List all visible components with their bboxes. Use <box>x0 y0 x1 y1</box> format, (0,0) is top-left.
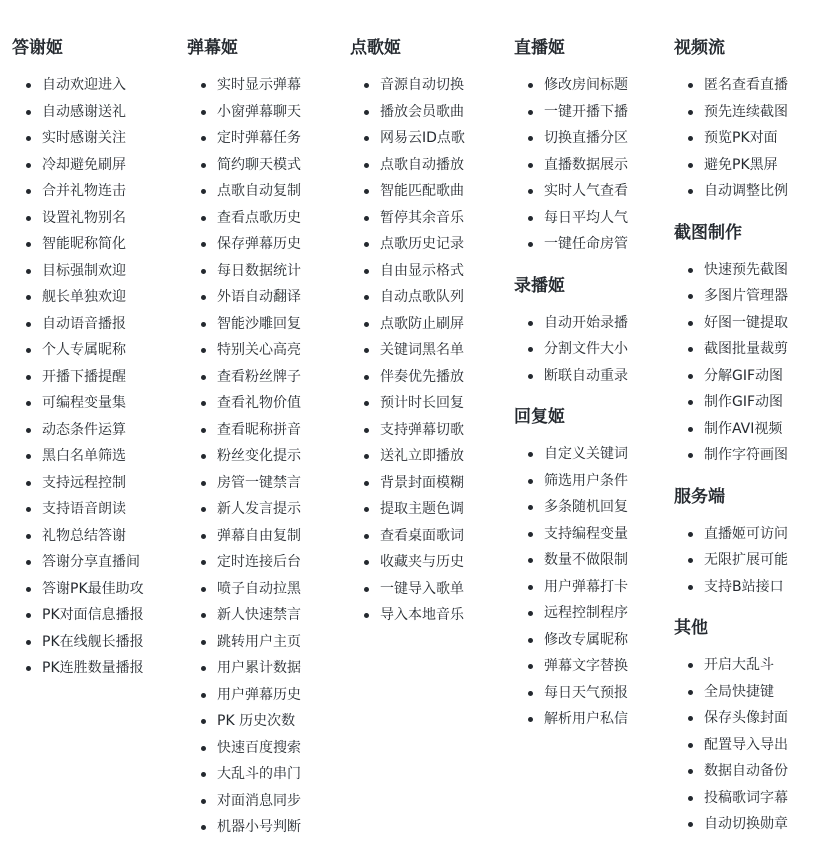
feature-list <box>674 72 826 205</box>
list-item: 导入本地音乐 <box>350 602 505 629</box>
list-item: 投稿歌词字幕 <box>674 785 826 812</box>
list-item: 设置礼物别名 <box>12 205 177 232</box>
list-item: 多条随机回复 <box>514 494 666 521</box>
list-item: 直播数据展示 <box>514 152 666 179</box>
feature-list <box>674 521 826 601</box>
list-item: 用户累计数据 <box>187 655 342 682</box>
list-item: 支持远程控制 <box>12 470 177 497</box>
section-title: 弹幕姬 <box>187 38 238 58</box>
section-screenshot <box>674 221 826 469</box>
list-item: 预览PK对面 <box>674 125 826 152</box>
list-item: PK对面信息播报 <box>12 602 177 629</box>
section-reply <box>514 405 666 733</box>
list-item: 跳转用户主页 <box>187 629 342 656</box>
list-item: 自动欢迎进入 <box>12 72 177 99</box>
list-item: 无限扩展可能 <box>674 547 826 574</box>
list-item: 断联自动重录 <box>514 363 666 390</box>
list-item: 自动调整比例 <box>674 178 826 205</box>
section-title: 视频流 <box>674 38 725 58</box>
list-item: 制作AVI视频 <box>674 416 826 443</box>
list-item: 筛选用户条件 <box>514 468 666 495</box>
list-item: 智能昵称简化 <box>12 231 177 258</box>
section-live <box>514 36 666 258</box>
column-4 <box>514 36 666 733</box>
list-item: 智能沙雕回复 <box>187 311 342 338</box>
section-title: 答谢姬 <box>12 38 63 58</box>
list-item: 可编程变量集 <box>12 390 177 417</box>
list-item: 提取主题色调 <box>350 496 505 523</box>
list-item: 一键导入歌单 <box>350 576 505 603</box>
list-item: 暂停其余音乐 <box>350 205 505 232</box>
list-item: 数据自动备份 <box>674 758 826 785</box>
list-item: 特别关心高亮 <box>187 337 342 364</box>
feature-list <box>514 72 666 258</box>
section-title: 点歌姬 <box>350 38 401 58</box>
section-recording <box>514 274 666 390</box>
list-item: 答谢PK最佳助攻 <box>12 576 177 603</box>
list-item: 弹幕文字替换 <box>514 653 666 680</box>
list-item: 外语自动翻译 <box>187 284 342 311</box>
list-item: 匿名查看直播 <box>674 72 826 99</box>
section-video-stream <box>674 36 826 205</box>
list-item: 查看礼物价值 <box>187 390 342 417</box>
list-item: 配置导入导出 <box>674 732 826 759</box>
section-title: 其他 <box>674 618 708 638</box>
section-title: 直播姬 <box>514 38 565 58</box>
list-item: 音源自动切换 <box>350 72 505 99</box>
list-item: 解析用户私信 <box>514 706 666 733</box>
list-item: 自定义关键词 <box>514 441 666 468</box>
list-item: 网易云ID点歌 <box>350 125 505 152</box>
list-item: 大乱斗的串门 <box>187 761 342 788</box>
feature-list <box>350 72 505 629</box>
feature-list <box>674 257 826 469</box>
section-song-request <box>350 36 505 629</box>
list-item: 查看点歌历史 <box>187 205 342 232</box>
list-item: 动态条件运算 <box>12 417 177 444</box>
list-item: 一键开播下播 <box>514 99 666 126</box>
section-other <box>674 616 826 838</box>
list-item: 保存头像封面 <box>674 705 826 732</box>
list-item: 修改专属昵称 <box>514 627 666 654</box>
list-item: 支持弹幕切歌 <box>350 417 505 444</box>
list-item: 修改房间标题 <box>514 72 666 99</box>
list-item: 快速百度搜索 <box>187 735 342 762</box>
list-item: 查看粉丝牌子 <box>187 364 342 391</box>
column-1 <box>12 36 177 682</box>
list-item: 背景封面模糊 <box>350 470 505 497</box>
list-item: 分解GIF动图 <box>674 363 826 390</box>
column-2 <box>187 36 342 841</box>
list-item: 点歌防止刷屏 <box>350 311 505 338</box>
list-item: 舰长单独欢迎 <box>12 284 177 311</box>
list-item: 一键任命房管 <box>514 231 666 258</box>
feature-list <box>514 441 666 733</box>
list-item: 制作字符画图 <box>674 442 826 469</box>
list-item: 粉丝变化提示 <box>187 443 342 470</box>
list-item: 新人发言提示 <box>187 496 342 523</box>
feature-list <box>514 310 666 390</box>
list-item: 保存弹幕历史 <box>187 231 342 258</box>
list-item: 答谢分享直播间 <box>12 549 177 576</box>
list-item: 每日天气预报 <box>514 680 666 707</box>
list-item: 自动切换勋章 <box>674 811 826 838</box>
list-item: 新人快速禁言 <box>187 602 342 629</box>
list-item: 自动语音播报 <box>12 311 177 338</box>
section-danmaku <box>187 36 342 841</box>
list-item: 开播下播提醒 <box>12 364 177 391</box>
list-item: 目标强制欢迎 <box>12 258 177 285</box>
list-item: 冷却避免刷屏 <box>12 152 177 179</box>
list-item: 点歌历史记录 <box>350 231 505 258</box>
list-item: 送礼立即播放 <box>350 443 505 470</box>
list-item: 个人专属昵称 <box>12 337 177 364</box>
list-item: 远程控制程序 <box>514 600 666 627</box>
list-item: PK在线舰长播报 <box>12 629 177 656</box>
list-item: PK 历史次数 <box>187 708 342 735</box>
list-item: PK连胜数量播报 <box>12 655 177 682</box>
list-item: 房管一键禁言 <box>187 470 342 497</box>
list-item: 小窗弹幕聊天 <box>187 99 342 126</box>
list-item: 避免PK黑屏 <box>674 152 826 179</box>
list-item: 制作GIF动图 <box>674 389 826 416</box>
list-item: 对面消息同步 <box>187 788 342 815</box>
list-item: 礼物总结答谢 <box>12 523 177 550</box>
list-item: 每日平均人气 <box>514 205 666 232</box>
feature-list <box>674 652 826 838</box>
feature-list <box>12 72 177 682</box>
section-title: 截图制作 <box>674 222 742 243</box>
section-thanks <box>12 36 177 682</box>
section-title: 服务端 <box>674 486 725 507</box>
list-item: 播放会员歌曲 <box>350 99 505 126</box>
list-item: 点歌自动播放 <box>350 152 505 179</box>
list-item: 智能匹配歌曲 <box>350 178 505 205</box>
list-item: 自动点歌队列 <box>350 284 505 311</box>
section-title: 录播姬 <box>514 275 565 296</box>
list-item: 黑白名单筛选 <box>12 443 177 470</box>
list-item: 好图一键提取 <box>674 310 826 337</box>
list-item: 查看昵称拼音 <box>187 417 342 444</box>
list-item: 自由显示格式 <box>350 258 505 285</box>
list-item: 用户弹幕打卡 <box>514 574 666 601</box>
list-item: 开启大乱斗 <box>674 652 826 679</box>
list-item: 定时弹幕任务 <box>187 125 342 152</box>
list-item: 定时连接后台 <box>187 549 342 576</box>
list-item: 点歌自动复制 <box>187 178 342 205</box>
list-item: 弹幕自由复制 <box>187 523 342 550</box>
list-item: 实时显示弹幕 <box>187 72 342 99</box>
list-item: 预计时长回复 <box>350 390 505 417</box>
list-item: 预先连续截图 <box>674 99 826 126</box>
list-item: 自动开始录播 <box>514 310 666 337</box>
section-title: 回复姬 <box>514 407 565 427</box>
list-item: 多图片管理器 <box>674 283 826 310</box>
column-5 <box>674 36 826 838</box>
list-item: 支持语音朗读 <box>12 496 177 523</box>
list-item: 快速预先截图 <box>674 257 826 284</box>
feature-list <box>187 72 342 841</box>
list-item: 机器小号判断 <box>187 814 342 841</box>
list-item: 实时感谢关注 <box>12 125 177 152</box>
list-item: 合并礼物连击 <box>12 178 177 205</box>
list-item: 支持编程变量 <box>514 521 666 548</box>
list-item: 支持B站接口 <box>674 574 826 601</box>
column-3 <box>350 36 505 629</box>
list-item: 关键词黑名单 <box>350 337 505 364</box>
list-item: 收藏夹与历史 <box>350 549 505 576</box>
list-item: 伴奏优先播放 <box>350 364 505 391</box>
list-item: 数量不做限制 <box>514 547 666 574</box>
section-server <box>674 485 826 601</box>
list-item: 用户弹幕历史 <box>187 682 342 709</box>
list-item: 截图批量裁剪 <box>674 336 826 363</box>
list-item: 切换直播分区 <box>514 125 666 152</box>
list-item: 每日数据统计 <box>187 258 342 285</box>
list-item: 自动感谢送礼 <box>12 99 177 126</box>
list-item: 全局快捷键 <box>674 679 826 706</box>
list-item: 实时人气查看 <box>514 178 666 205</box>
list-item: 直播姬可访问 <box>674 521 826 548</box>
list-item: 简约聊天模式 <box>187 152 342 179</box>
list-item: 分割文件大小 <box>514 336 666 363</box>
list-item: 查看桌面歌词 <box>350 523 505 550</box>
list-item: 喷子自动拉黑 <box>187 576 342 603</box>
